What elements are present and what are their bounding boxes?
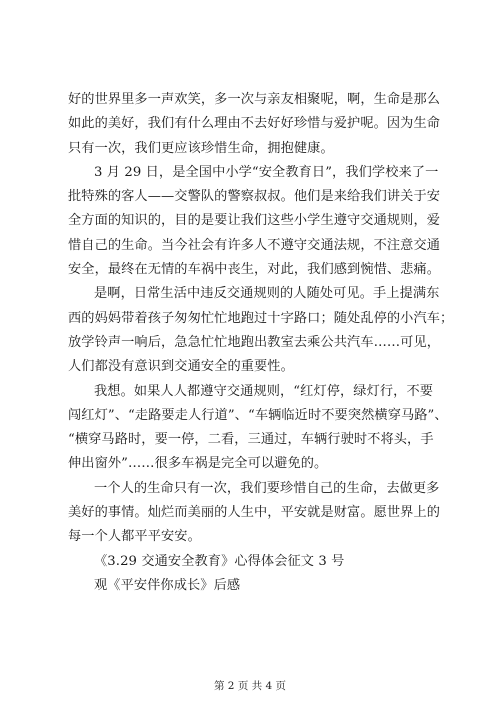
- text-line: 好的世界里多一声欢笑，多一次与亲友相聚呢，啊，生命是那么: [68, 92, 441, 107]
- essay-title: 《3.29 交通安全教育》心得体会征文 3 号: [94, 553, 345, 569]
- text-line: 只有一次，我们更应该珍惜生命，拥抱健康。: [68, 140, 334, 156]
- text-line: 人们都没有意识到交通安全的重要性。: [68, 359, 294, 375]
- text-line: 一个人的生命只有一次，我们要珍惜自己的生命，去做更多: [94, 480, 440, 496]
- text-line: 全方面的知识的，目的是要让我们这些小学生遵守交通规则，爱: [68, 213, 441, 229]
- page-number-footer: 第 2 页 共 4 页: [213, 680, 287, 692]
- text-line: 是啊，日常生活中违反交通规则的人随处可见。手上提满东: [94, 286, 440, 302]
- text-line: 美好的事情。灿烂而美丽的人生中，平安就是财富。愿世界上的: [68, 505, 441, 521]
- essay-subtitle: 观《平安伴你成长》后感: [94, 577, 241, 593]
- text-line: 闯红灯”、“走路要走人行道”、“车辆临近时不要突然横穿马路”、: [68, 407, 448, 423]
- text-line: 3 月 29 日，是全国中小学“安全教育日”，我们学校来了一: [94, 164, 439, 180]
- document-body: [68, 88, 454, 598]
- text-line: 每一个人都平平安安。: [68, 529, 201, 545]
- text-line: 批特殊的客人——交警队的警察叔叔。他们是来给我们讲关于安: [68, 189, 441, 205]
- text-line: 如此的美好，我们有什么理由不去好好珍惜与爱护呢。因为生命: [68, 116, 441, 132]
- text-line: 惜自己的生命。当今社会有许多人不遵守交通法规，不注意交通: [68, 237, 441, 253]
- text-line: 伸出窗外”……很多车祸是完全可以避免的。: [68, 456, 328, 472]
- text-line: 放学铃声一响后，急急忙忙地跑出教室去乘公共汽车……可见，: [68, 334, 441, 350]
- text-line: “横穿马路时，要一停，二看，三通过，车辆行驶时不将头，手: [68, 432, 434, 448]
- text-line: 我想。如果人人都遵守交通规则，“红灯停，绿灯行，不要: [94, 383, 434, 399]
- text-line: 西的妈妈带着孩子匆匆忙忙地跑过十字路口；随处乱停的小汽车；: [68, 310, 454, 326]
- text-line: 安全，最终在无情的车祸中丧生，对此，我们感到惋惜、悲痛。: [68, 262, 441, 278]
